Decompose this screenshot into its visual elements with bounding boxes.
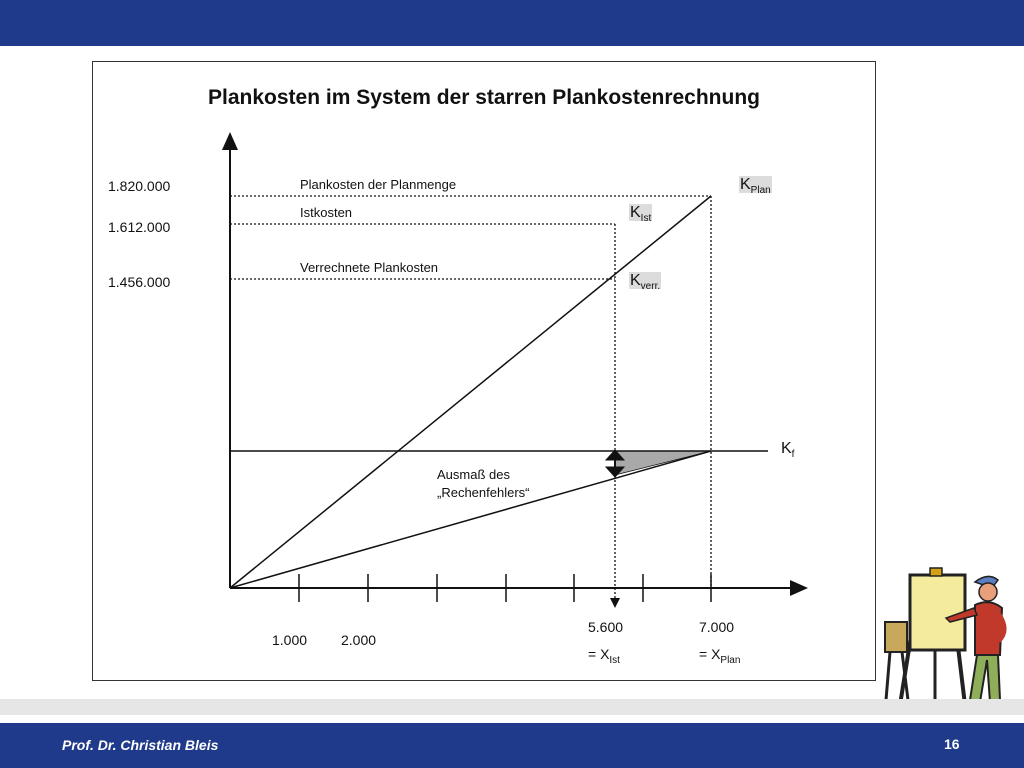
- label-istkosten: Istkosten: [300, 205, 353, 220]
- y-value-planmenge: 1.820.000: [108, 178, 171, 194]
- x-label-7000: 7.000: [699, 619, 735, 635]
- x-label-xplan: = $X_{Plan}$: [699, 646, 741, 666]
- x-label-2000: 2.000: [341, 632, 377, 648]
- page-number: 16: [944, 736, 960, 752]
- kplan-line: [230, 196, 711, 588]
- author-name: Prof. Dr. Christian Bleis: [62, 737, 219, 753]
- label-planmenge: Plankosten der Planmenge: [300, 177, 457, 192]
- label-kist: $K_{Ist}$: [630, 204, 652, 225]
- x-label-1000: 1.000: [272, 632, 308, 648]
- label-kf: $K_f$: [781, 440, 795, 461]
- painter-easel-icon: [880, 560, 1020, 710]
- label-fehler-1: Ausmaß des: [437, 467, 510, 482]
- reference-lines: [230, 196, 711, 598]
- x-label-5600: 5.600: [588, 619, 624, 635]
- label-kplan: $K_{Plan}$: [740, 176, 771, 197]
- y-value-istkosten: 1.612.000: [108, 219, 171, 235]
- x-label-xist: = $X_{Ist}$: [588, 646, 620, 666]
- label-fehler-2: „Rechenfehlers“: [437, 485, 530, 500]
- slide-title: Plankosten im System der starren Plankostenrechnung: [207, 86, 760, 109]
- footer-stripe: [0, 699, 1024, 715]
- y-value-verrechnet: 1.456.000: [108, 274, 171, 290]
- label-verrechnet: Verrechnete Plankosten: [300, 260, 439, 275]
- xist-arrow-icon: [610, 598, 620, 608]
- label-kverr: $K_{verr.}$: [630, 272, 661, 293]
